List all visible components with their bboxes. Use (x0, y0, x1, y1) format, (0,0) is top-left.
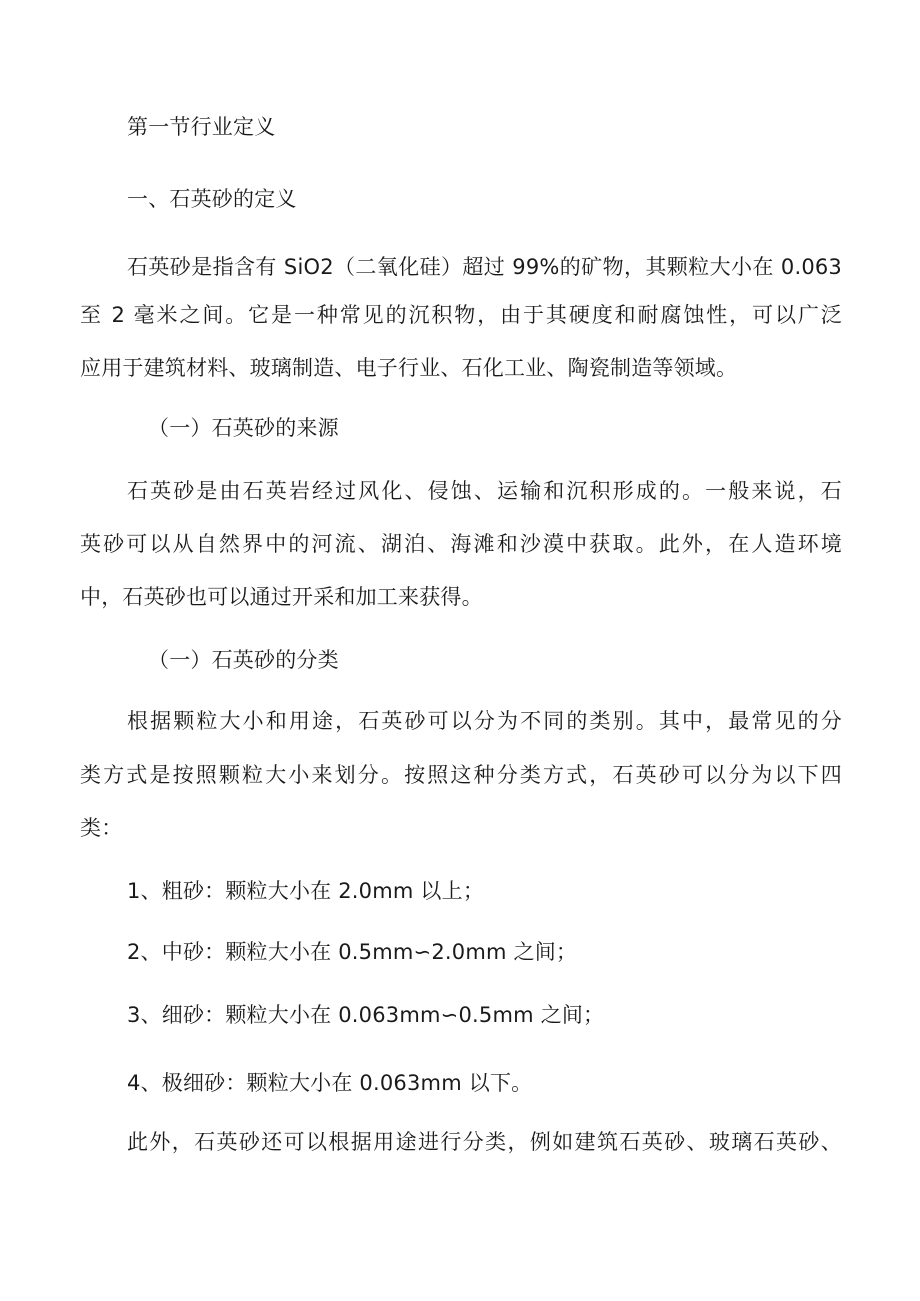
section-title: 第一节行业定义 (127, 115, 276, 139)
list-item: 3、细砂：颗粒大小在 0.063mm∽0.5mm 之间； (127, 1003, 605, 1027)
paragraph-line: 中，石英砂也可以通过开采和加工来获得。 (80, 585, 483, 609)
paragraph-line: 类方式是按照颗粒大小来划分。按照这种分类方式，石英砂可以分为以下四 (80, 763, 842, 787)
paragraph-line: 至 2 毫米之间。它是一种常见的沉积物，由于其硬度和耐腐蚀性，可以广泛 (80, 303, 842, 327)
list-item: 2、中砂：颗粒大小在 0.5mm∽2.0mm 之间； (127, 940, 578, 964)
paragraph-line: 石英砂是由石英岩经过风化、侵蚀、运输和沉积形成的。一般来说，石 (127, 479, 842, 503)
heading-definition: 一、石英砂的定义 (127, 187, 297, 211)
subheading-classification: （一）石英砂的分类 (148, 648, 339, 672)
paragraph-line: 英砂可以从自然界中的河流、湖泊、海滩和沙漠中获取。此外，在人造环境 (80, 532, 842, 556)
paragraph-line: 此外，石英砂还可以根据用途进行分类，例如建筑石英砂、玻璃石英砂、 (127, 1130, 842, 1154)
paragraph-line: 根据颗粒大小和用途，石英砂可以分为不同的类别。其中，最常见的分 (127, 709, 842, 733)
paragraph-line: 石英砂是指含有 SiO2（二氧化硅）超过 99%的矿物，其颗粒大小在 0.063 (127, 255, 842, 279)
paragraph-line: 应用于建筑材料、玻璃制造、电子行业、石化工业、陶瓷制造等领域。 (80, 356, 738, 380)
paragraph-line: 类： (80, 816, 123, 840)
list-item: 4、极细砂：颗粒大小在 0.063mm 以下。 (127, 1071, 533, 1095)
list-item: 1、粗砂：颗粒大小在 2.0mm 以上； (127, 879, 485, 903)
subheading-source: （一）石英砂的来源 (148, 416, 339, 440)
